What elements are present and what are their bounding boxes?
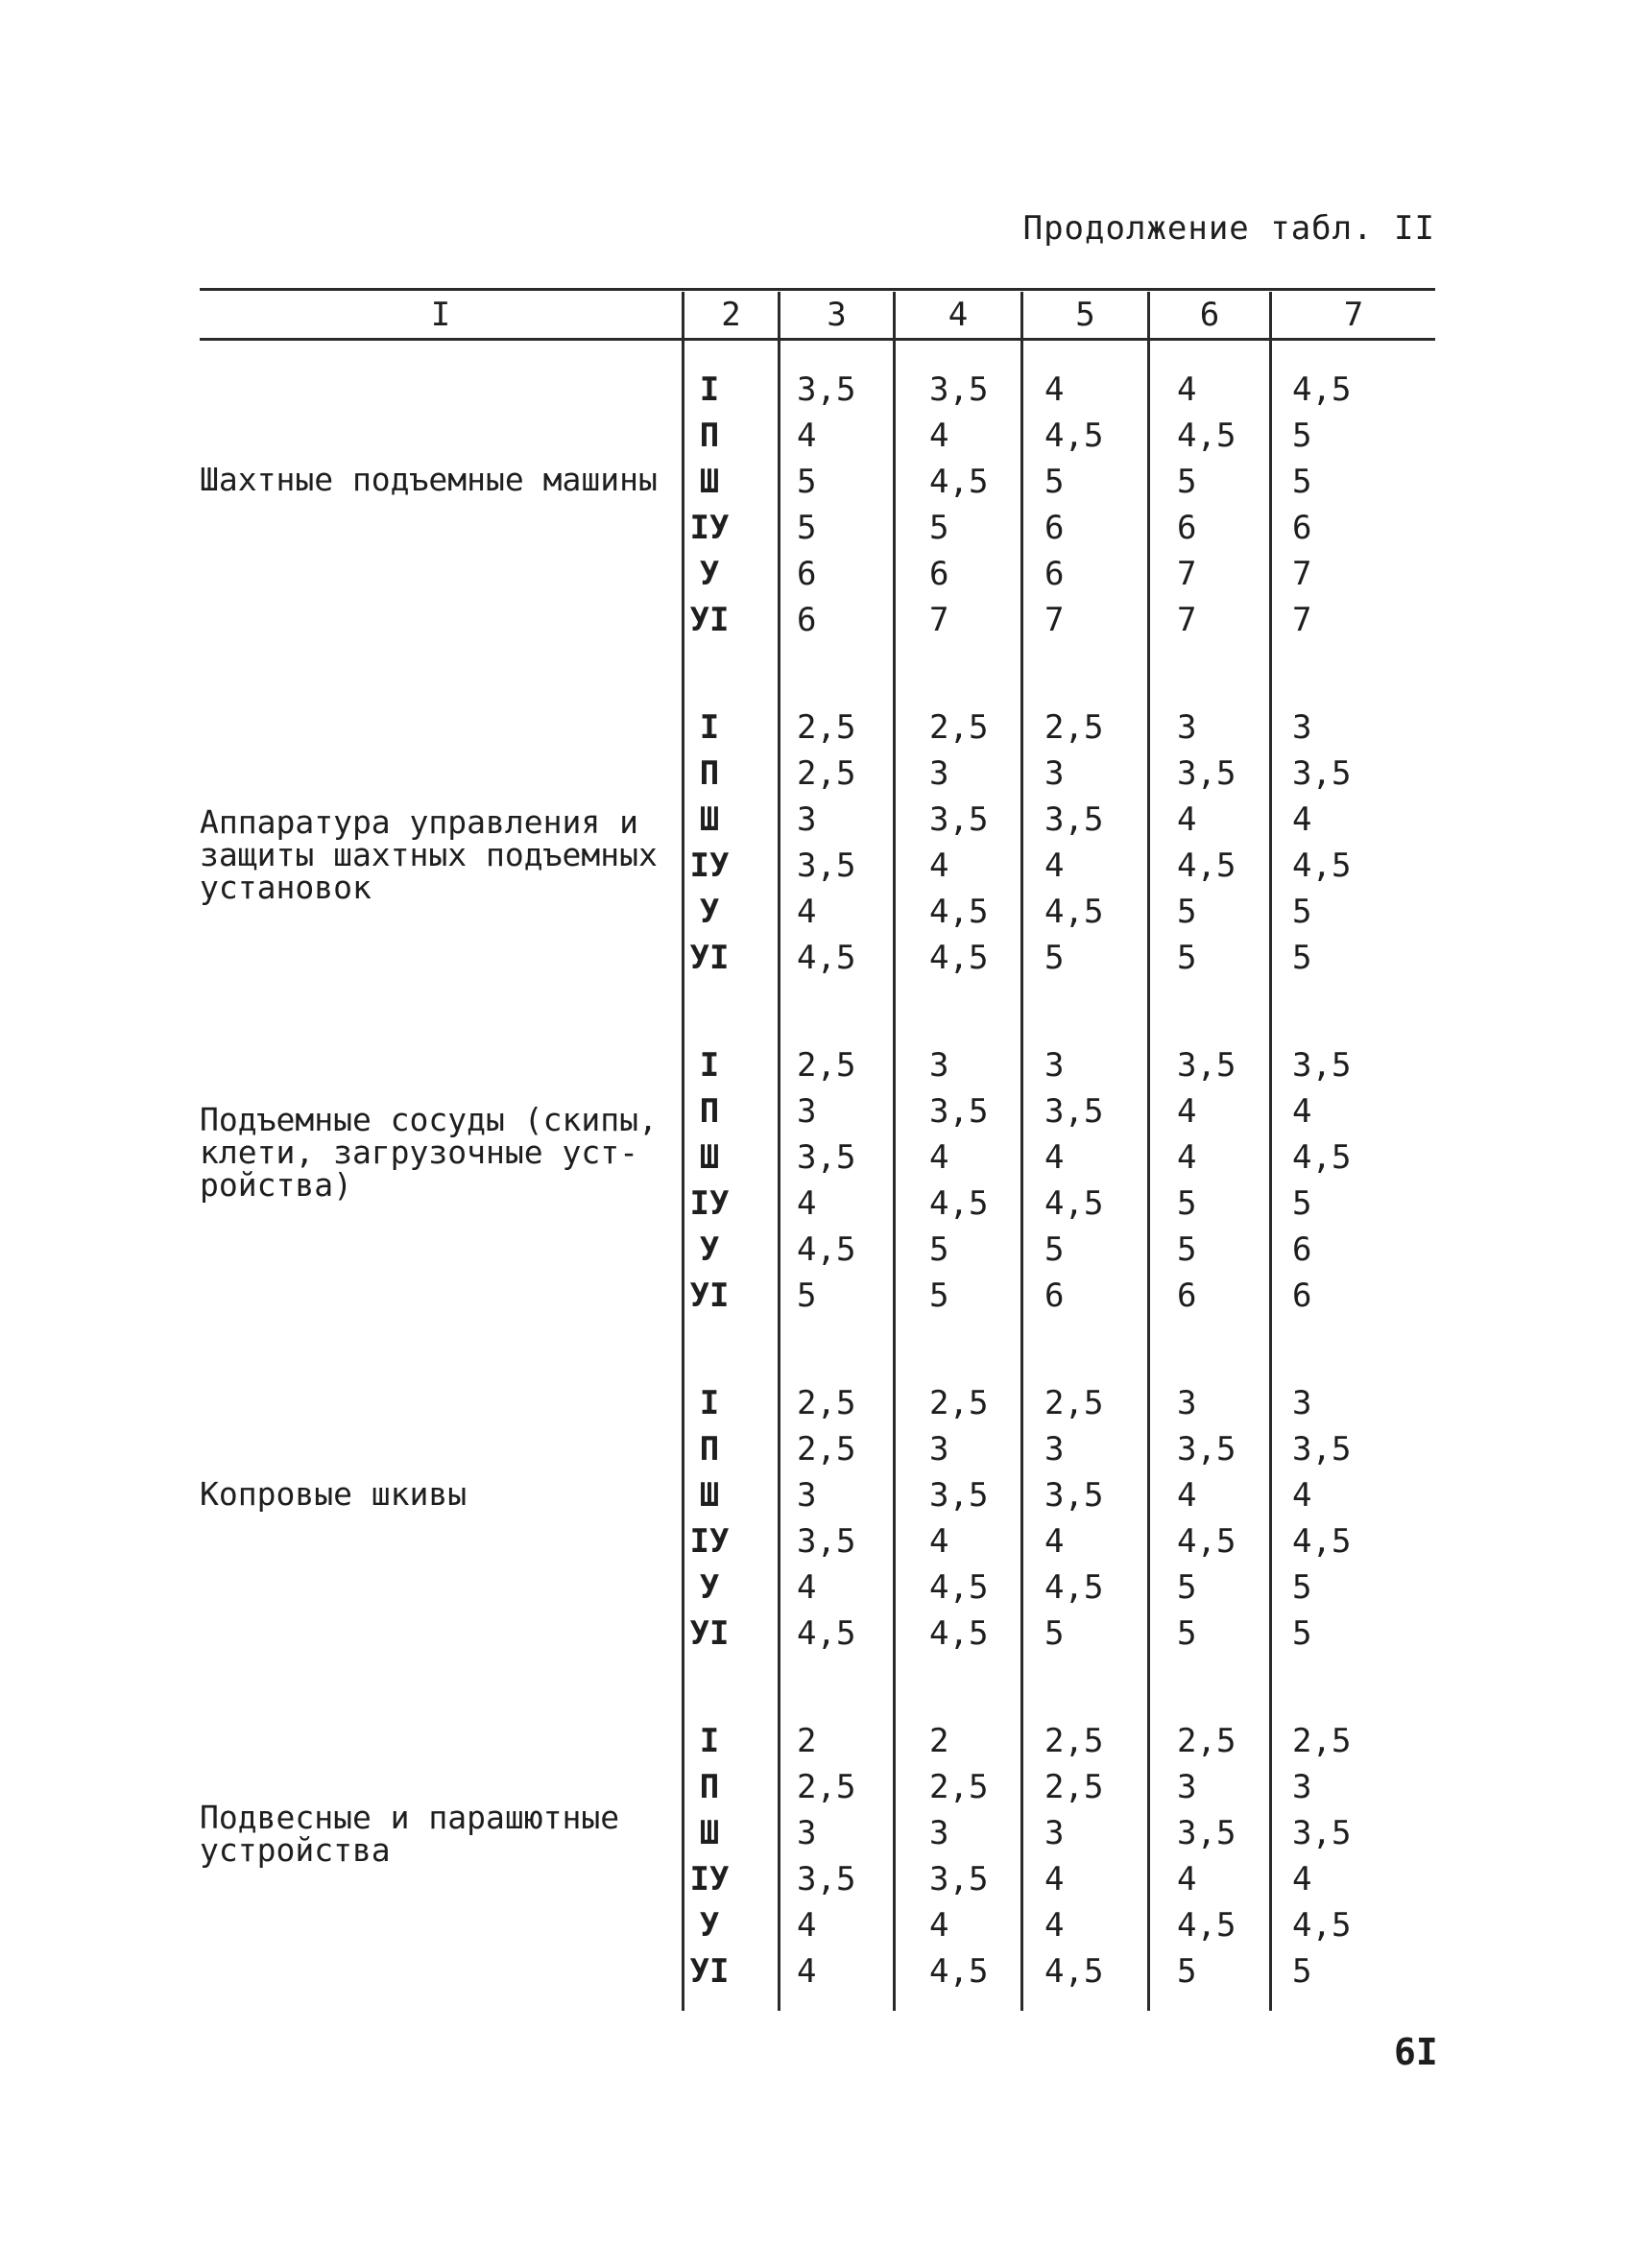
value-cell: 5 — [1177, 1568, 1197, 1607]
value-cell: 5 — [797, 463, 817, 501]
table-row — [200, 1764, 1435, 1810]
category-cell: У — [699, 555, 720, 593]
value-cell: 4 — [1044, 1860, 1065, 1898]
category-cell: IУ — [689, 509, 730, 547]
value-cell: 4,5 — [1292, 1138, 1352, 1177]
value-cell: 5 — [1044, 463, 1065, 501]
value-cell: 6 — [929, 555, 949, 593]
value-cell: 5 — [1292, 1184, 1312, 1223]
value-cell: 3,5 — [1292, 754, 1352, 793]
category-cell: Ш — [699, 463, 720, 501]
value-cell: 5 — [1177, 1230, 1197, 1269]
table-row — [200, 935, 1435, 981]
value-cell: 3,5 — [1044, 1476, 1104, 1515]
table-row — [200, 704, 1435, 751]
category-cell: IУ — [689, 1522, 730, 1561]
value-cell: 2,5 — [797, 754, 856, 793]
category-cell: IУ — [689, 847, 730, 885]
category-cell: I — [699, 1046, 720, 1085]
value-cell: 4,5 — [929, 463, 989, 501]
value-cell: 5 — [929, 509, 949, 547]
table-row — [200, 597, 1435, 643]
value-cell: 7 — [1292, 555, 1312, 593]
value-cell: 2,5 — [797, 1430, 856, 1468]
category-cell: П — [699, 754, 720, 793]
value-cell: 2,5 — [1044, 1722, 1104, 1760]
value-cell: 5 — [1177, 1614, 1197, 1653]
column-header: I — [430, 296, 451, 334]
equipment-description: Аппаратура управления и защиты шахтных подъемных установок — [200, 803, 658, 906]
value-cell: 4 — [1177, 1092, 1197, 1131]
value-cell: 4 — [1292, 1092, 1312, 1131]
equipment-group — [200, 1718, 1435, 1996]
value-cell: 5 — [1292, 417, 1312, 455]
category-cell: П — [699, 1768, 720, 1806]
category-cell: I — [699, 370, 720, 409]
value-cell: 7 — [1292, 601, 1312, 639]
value-cell: 5 — [1177, 1184, 1197, 1223]
equipment-description: Подъемные сосуды (скипы, клети, загрузочные уст- ройства) — [200, 1101, 658, 1204]
category-cell: Ш — [699, 800, 720, 839]
value-cell: 2,5 — [1044, 1768, 1104, 1806]
value-cell: 4 — [797, 1906, 817, 1945]
category-cell: П — [699, 417, 720, 455]
table-row — [200, 1472, 1435, 1518]
value-cell: 4 — [1177, 370, 1197, 409]
category-cell: У — [699, 1906, 720, 1945]
value-cell: 5 — [1292, 893, 1312, 931]
value-cell: 6 — [797, 555, 817, 593]
value-cell: 4 — [797, 417, 817, 455]
value-cell: 5 — [1292, 1952, 1312, 1991]
value-cell: 3 — [797, 800, 817, 839]
value-cell: 4 — [797, 893, 817, 931]
table-continuation-heading: Продолжение табл. II — [1022, 209, 1435, 248]
value-cell: 4,5 — [1292, 1522, 1352, 1561]
equipment-description: Шахтные подъемные машины — [200, 461, 658, 498]
value-cell: 3,5 — [797, 1138, 856, 1177]
value-cell: 4 — [929, 847, 949, 885]
value-cell: 4 — [1177, 1138, 1197, 1177]
value-cell: 7 — [1044, 601, 1065, 639]
value-cell: 4,5 — [929, 1952, 989, 1991]
value-cell: 4 — [797, 1952, 817, 1991]
value-cell: 3,5 — [797, 1522, 856, 1561]
value-cell: 5 — [1292, 1568, 1312, 1607]
category-cell: У — [699, 893, 720, 931]
table-top-rule — [200, 288, 1435, 291]
value-cell: 3,5 — [1044, 1092, 1104, 1131]
value-cell: 5 — [1044, 939, 1065, 977]
value-cell: 3 — [929, 754, 949, 793]
equipment-group — [200, 1380, 1435, 1659]
table-row — [200, 1181, 1435, 1227]
value-cell: 3 — [1177, 1768, 1197, 1806]
value-cell: 3 — [1044, 1814, 1065, 1852]
value-cell: 3 — [1044, 1046, 1065, 1085]
category-cell: IУ — [689, 1184, 730, 1223]
table-row — [200, 751, 1435, 797]
value-cell: 4,5 — [1044, 1184, 1104, 1223]
category-cell: Ш — [699, 1138, 720, 1177]
value-cell: 3 — [1177, 708, 1197, 747]
value-cell: 3,5 — [1292, 1046, 1352, 1085]
value-cell: 5 — [1177, 1952, 1197, 1991]
value-cell: 5 — [1177, 463, 1197, 501]
value-cell: 2 — [797, 1722, 817, 1760]
value-cell: 6 — [1044, 555, 1065, 593]
equipment-group — [200, 367, 1435, 645]
value-cell: 5 — [1177, 893, 1197, 931]
value-cell: 3 — [929, 1430, 949, 1468]
value-cell: 5 — [1177, 939, 1197, 977]
value-cell: 7 — [1177, 555, 1197, 593]
value-cell: 2,5 — [797, 1768, 856, 1806]
value-cell: 6 — [1044, 509, 1065, 547]
value-cell: 3,5 — [929, 1860, 989, 1898]
value-cell: 4,5 — [929, 1568, 989, 1607]
value-cell: 2,5 — [797, 1384, 856, 1422]
value-cell: 2,5 — [929, 1768, 989, 1806]
value-cell: 3,5 — [929, 1092, 989, 1131]
table-row — [200, 1426, 1435, 1472]
value-cell: 5 — [929, 1230, 949, 1269]
value-cell: 4,5 — [1177, 1906, 1236, 1945]
table-row — [200, 1273, 1435, 1319]
value-cell: 4,5 — [1292, 1906, 1352, 1945]
value-cell: 3,5 — [929, 370, 989, 409]
value-cell: 5 — [1044, 1614, 1065, 1653]
category-cell: УI — [689, 1277, 730, 1315]
value-cell: 3,5 — [797, 847, 856, 885]
column-header: 6 — [1199, 296, 1220, 334]
value-cell: 2,5 — [1292, 1722, 1352, 1760]
value-cell: 4 — [797, 1184, 817, 1223]
category-cell: П — [699, 1092, 720, 1131]
value-cell: 5 — [1044, 1230, 1065, 1269]
table-row — [200, 843, 1435, 889]
table-row — [200, 1380, 1435, 1426]
value-cell: 2,5 — [929, 708, 989, 747]
value-cell: 5 — [797, 1277, 817, 1315]
value-cell: 4,5 — [1044, 893, 1104, 931]
table-row — [200, 1856, 1435, 1902]
value-cell: 4 — [1177, 1476, 1197, 1515]
value-cell: 4 — [1292, 800, 1312, 839]
value-cell: 2,5 — [1044, 708, 1104, 747]
value-cell: 3,5 — [929, 1476, 989, 1515]
table-row — [200, 1948, 1435, 1994]
value-cell: 4,5 — [1177, 1522, 1236, 1561]
table-row — [200, 1902, 1435, 1948]
value-cell: 6 — [1292, 509, 1312, 547]
table-row — [200, 1810, 1435, 1856]
value-cell: 5 — [929, 1277, 949, 1315]
value-cell: 4 — [1044, 1906, 1065, 1945]
value-cell: 4,5 — [797, 939, 856, 977]
value-cell: 4 — [1177, 800, 1197, 839]
value-cell: 6 — [1177, 509, 1197, 547]
value-cell: 4 — [1292, 1476, 1312, 1515]
value-cell: 4 — [929, 1906, 949, 1945]
category-cell: У — [699, 1568, 720, 1607]
category-cell: I — [699, 1384, 720, 1422]
value-cell: 2 — [929, 1722, 949, 1760]
value-cell: 4,5 — [1044, 1568, 1104, 1607]
category-cell: I — [699, 1722, 720, 1760]
value-cell: 3,5 — [1292, 1814, 1352, 1852]
value-cell: 4,5 — [1044, 1952, 1104, 1991]
table-header-rule — [200, 338, 1435, 341]
value-cell: 4 — [1292, 1860, 1312, 1898]
value-cell: 3,5 — [797, 1860, 856, 1898]
category-cell: УI — [689, 939, 730, 977]
value-cell: 4,5 — [1292, 847, 1352, 885]
value-cell: 3 — [797, 1476, 817, 1515]
value-cell: 3 — [1044, 754, 1065, 793]
value-cell: 4 — [1044, 847, 1065, 885]
column-header: 3 — [827, 296, 847, 334]
value-cell: 3 — [929, 1814, 949, 1852]
table-row — [200, 1518, 1435, 1564]
table-row — [200, 1134, 1435, 1181]
column-header: 5 — [1075, 296, 1095, 334]
value-cell: 3 — [1292, 1384, 1312, 1422]
value-cell: 3,5 — [797, 370, 856, 409]
value-cell: 3 — [797, 1092, 817, 1131]
value-cell: 6 — [1292, 1277, 1312, 1315]
table-row — [200, 413, 1435, 459]
table-row — [200, 889, 1435, 935]
value-cell: 4 — [929, 417, 949, 455]
category-cell: У — [699, 1230, 720, 1269]
category-cell: УI — [689, 1614, 730, 1653]
value-cell: 4 — [1177, 1860, 1197, 1898]
value-cell: 3,5 — [1044, 800, 1104, 839]
value-cell: 3,5 — [1177, 1046, 1236, 1085]
table-row — [200, 1042, 1435, 1088]
category-cell: УI — [689, 601, 730, 639]
value-cell: 4 — [929, 1138, 949, 1177]
value-cell: 3 — [1044, 1430, 1065, 1468]
equipment-group — [200, 1042, 1435, 1321]
table-row — [200, 797, 1435, 843]
page-number: 6I — [1394, 2031, 1438, 2073]
table-row — [200, 1564, 1435, 1611]
value-cell: 5 — [1292, 463, 1312, 501]
category-cell: П — [699, 1430, 720, 1468]
column-header: 4 — [948, 296, 969, 334]
value-cell: 3,5 — [1292, 1430, 1352, 1468]
value-cell: 2,5 — [929, 1384, 989, 1422]
value-cell: 3 — [1292, 708, 1312, 747]
value-cell: 4 — [797, 1568, 817, 1607]
value-cell: 4,5 — [797, 1614, 856, 1653]
value-cell: 4,5 — [929, 939, 989, 977]
table-row — [200, 367, 1435, 413]
value-cell: 4,5 — [797, 1230, 856, 1269]
value-cell: 4,5 — [1177, 417, 1236, 455]
value-cell: 2,5 — [797, 1046, 856, 1085]
table-row — [200, 1088, 1435, 1134]
category-cell: Ш — [699, 1814, 720, 1852]
equipment-description: Подвесные и парашютные устройства — [200, 1799, 620, 1869]
value-cell: 4,5 — [929, 893, 989, 931]
value-cell: 4,5 — [1044, 417, 1104, 455]
value-cell: 4,5 — [1177, 847, 1236, 885]
table-row — [200, 1718, 1435, 1764]
category-cell: I — [699, 708, 720, 747]
value-cell: 4 — [929, 1522, 949, 1561]
value-cell: 6 — [1292, 1230, 1312, 1269]
column-header: 7 — [1343, 296, 1364, 334]
value-cell: 3,5 — [1177, 1814, 1236, 1852]
value-cell: 5 — [1292, 1614, 1312, 1653]
value-cell: 7 — [1177, 601, 1197, 639]
category-cell: Ш — [699, 1476, 720, 1515]
value-cell: 3,5 — [929, 800, 989, 839]
table-row — [200, 1227, 1435, 1273]
value-cell: 2,5 — [1177, 1722, 1236, 1760]
table-row — [200, 1611, 1435, 1657]
value-cell: 3,5 — [1177, 1430, 1236, 1468]
equipment-description: Копровые шкивы — [200, 1475, 468, 1513]
table-row — [200, 505, 1435, 551]
category-cell: IУ — [689, 1860, 730, 1898]
norms-table — [200, 288, 1435, 2011]
value-cell: 2,5 — [1044, 1384, 1104, 1422]
value-cell: 3 — [929, 1046, 949, 1085]
value-cell: 5 — [1292, 939, 1312, 977]
table-row — [200, 459, 1435, 505]
value-cell: 6 — [797, 601, 817, 639]
value-cell: 3 — [797, 1814, 817, 1852]
value-cell: 3 — [1292, 1768, 1312, 1806]
value-cell: 3,5 — [1177, 754, 1236, 793]
value-cell: 6 — [1177, 1277, 1197, 1315]
value-cell: 4 — [1044, 370, 1065, 409]
value-cell: 2,5 — [797, 708, 856, 747]
value-cell: 6 — [1044, 1277, 1065, 1315]
value-cell: 4 — [1044, 1138, 1065, 1177]
value-cell: 4,5 — [929, 1614, 989, 1653]
table-row — [200, 551, 1435, 597]
value-cell: 5 — [797, 509, 817, 547]
equipment-group — [200, 704, 1435, 983]
value-cell: 4,5 — [1292, 370, 1352, 409]
value-cell: 4 — [1044, 1522, 1065, 1561]
column-header: 2 — [721, 296, 741, 334]
category-cell: УI — [689, 1952, 730, 1991]
value-cell: 3 — [1177, 1384, 1197, 1422]
value-cell: 7 — [929, 601, 949, 639]
value-cell: 4,5 — [929, 1184, 989, 1223]
